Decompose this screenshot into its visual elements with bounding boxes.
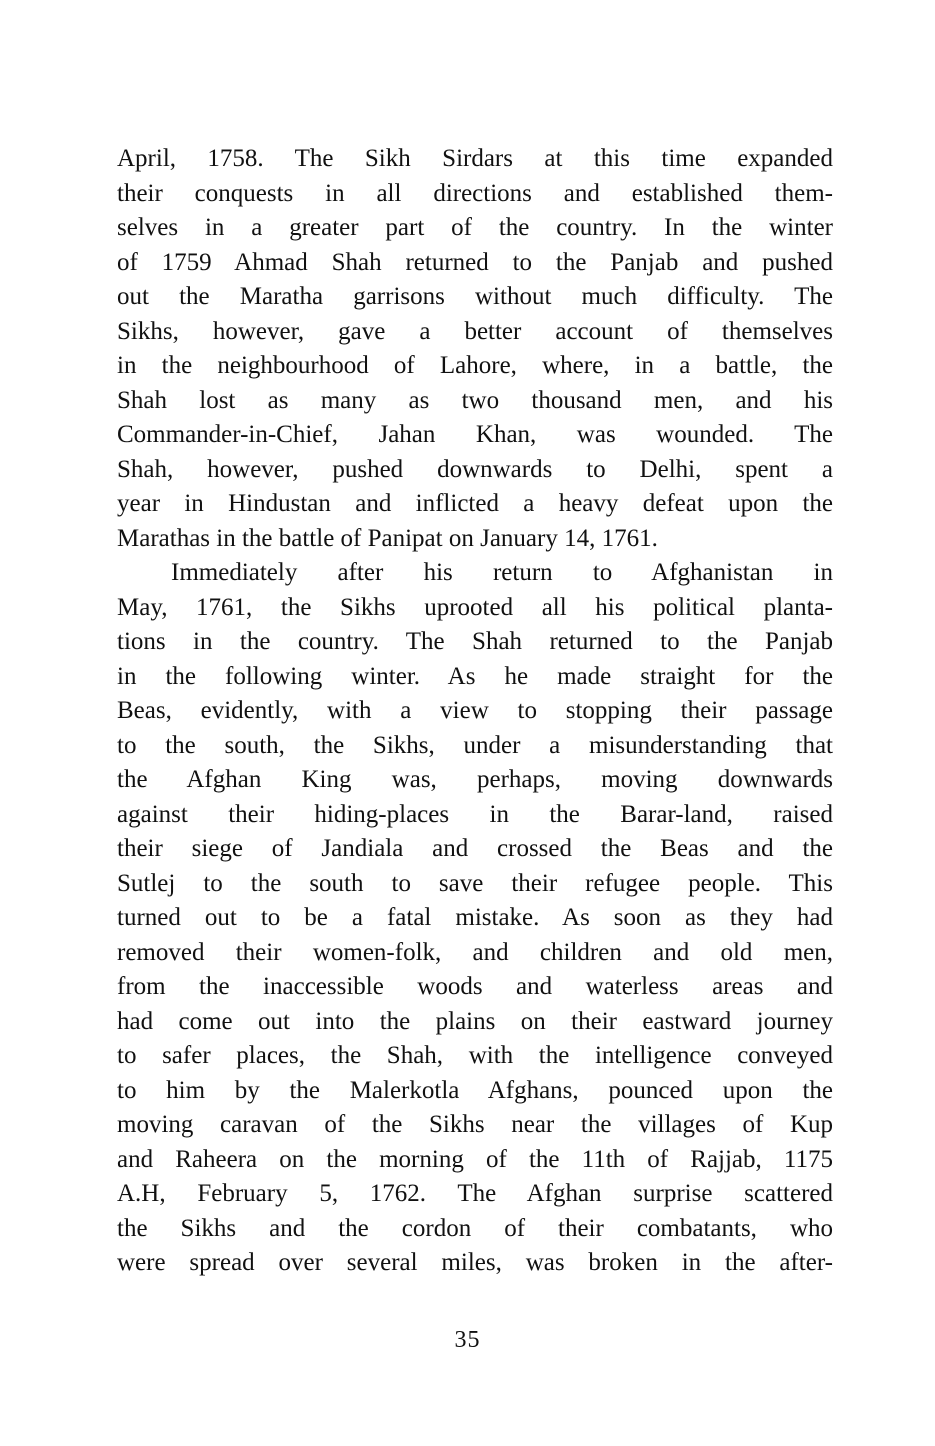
- text-line: from the inaccessible woods and waterless areas and: [117, 973, 833, 1000]
- text-line: Sikhs, however, gave a better account of themselves: [117, 317, 833, 345]
- text-line: tions in the country. The Shah returned to the Panjab: [117, 628, 833, 655]
- text-line: year in Hindustan and inflicted a heavy defeat upon the: [117, 490, 833, 517]
- text-line: out the Maratha garrisons without much difficulty. The: [117, 283, 833, 310]
- text-line: the Sikhs and the cordon of their combatants, who: [117, 1214, 833, 1242]
- text-line: their siege of Jandiala and crossed the Beas and the: [117, 835, 833, 862]
- text-line: Marathas in the battle of Panipat on January 14, 1761.: [117, 524, 658, 552]
- text-line: had come out into the plains on their eastward journey: [117, 1007, 833, 1035]
- text-line: were spread over several miles, was broken in the after-: [117, 1249, 833, 1276]
- text-line: selves in a greater part of the country. In the winter: [117, 214, 833, 241]
- text-line: turned out to be a fatal mistake. As soon as they had: [117, 904, 833, 931]
- text-line: May, 1761, the Sikhs uprooted all his political planta-: [117, 593, 833, 621]
- text-line: Sutlej to the south to save their refugee people. This: [117, 869, 833, 897]
- text-line: Shah lost as many as two thousand men, and his: [117, 386, 833, 414]
- text-line: Beas, evidently, with a view to stopping their passage: [117, 697, 833, 724]
- text-line: to the south, the Sikhs, under a misunderstanding that: [117, 731, 833, 759]
- text-line: removed their women-folk, and children and old men,: [117, 938, 833, 966]
- text-line: moving caravan of the Sikhs near the villages of Kup: [117, 1111, 833, 1138]
- paragraph-2: [117, 556, 833, 1281]
- text-line: against their hiding-places in the Barar-land, raised: [117, 800, 833, 828]
- text-line: Immediately after his return to Afghanistan in: [171, 559, 833, 586]
- text-line: to safer places, the Shah, with the intelligence conveyed: [117, 1042, 833, 1069]
- paragraph-1: [117, 142, 833, 556]
- text-line: their conquests in all directions and established them-: [117, 179, 833, 207]
- text-line: Shah, however, pushed downwards to Delhi, spent a: [117, 455, 833, 483]
- text-line: in the neighbourhood of Lahore, where, in a battle, the: [117, 352, 833, 379]
- text-line: Commander-in-Chief, Jahan Khan, was wounded. The: [117, 421, 833, 448]
- text-line: April, 1758. The Sikh Sirdars at this time expanded: [117, 145, 833, 172]
- text-line: A.H, February 5, 1762. The Afghan surprise scattered: [117, 1180, 833, 1207]
- page-number: 35: [454, 1327, 481, 1353]
- body-text: [117, 142, 833, 1281]
- text-line: the Afghan King was, perhaps, moving downwards: [117, 766, 833, 793]
- text-line: and Raheera on the morning of the 11th of Rajjab, 1175: [117, 1145, 833, 1173]
- text-line: in the following winter. As he made straight for the: [117, 662, 833, 690]
- text-line: of 1759 Ahmad Shah returned to the Panjab and pushed: [117, 248, 833, 276]
- text-line: to him by the Malerkotla Afghans, pounced upon the: [117, 1076, 833, 1104]
